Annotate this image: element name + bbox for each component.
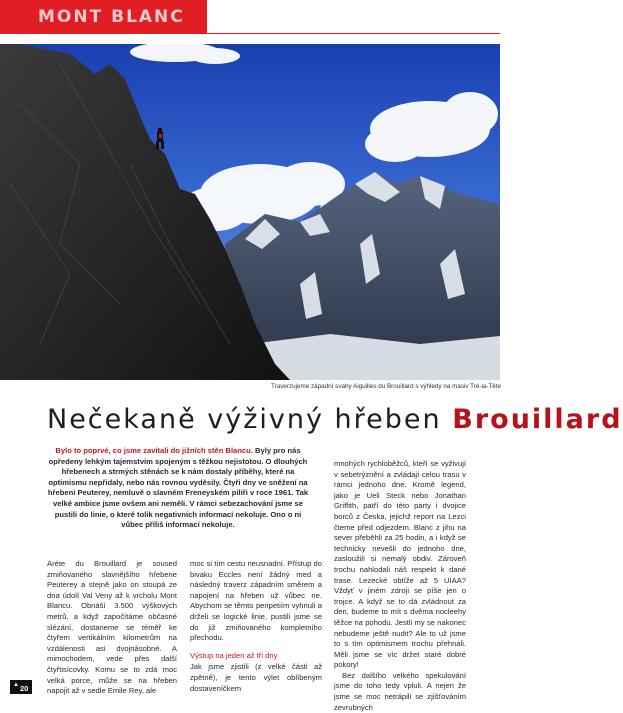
text-column-1 [47,559,177,697]
section-tab-label: MONT BLANC [38,7,185,27]
article-lead [47,446,309,531]
hero-photo [0,44,500,380]
text-column-2 [190,559,322,694]
page-number-badge [10,680,32,694]
headline-main: Nečekaně výživný hřeben [47,404,453,435]
page-number: 20 [20,684,29,693]
col2-paragraph-2: Jak jsme zjistili (z velké části až zpětně), je tento výlet oblíbeným dostaveníčkem [190,662,322,693]
hero-photo-illustration [0,44,500,380]
header-rule [207,33,500,34]
lead-text: Byly pro nás opředeny lehkým tajemstvím spojeným s těžkou nejistotou. O dlouhých hřebenech a strmých stěnách se k nám dostaly příběhy, které na optimismu nepřidaly, nebo nás rovnou vyděsily. Čtyři dny ve sněžení na hřebeni Peuterey, nemluvě o slavném Freneyském pilíři v roce 1961. Tak velké ambice jsme ovšem ani neměli. V rámci sebezachování jsme se pustili do linie, o které tolik negativních informací nekoluje. Ono o ni vůbec příliš informací nekoluje. [47,446,309,530]
photo-caption: Traverzujeme západní svahy Aiguilles du Brouillard s výhledy na masiv Trè-la-Tête [271,383,502,390]
section-subhead: Výstup na jeden až tři dny [190,650,278,660]
col2-paragraph-1: moc si tím cestu neusnadní. Přístup do bivaku Eccles není žádný med a následný traverz západním směrem a napojení na hřeben už vůbec ne. Abychom se těmto peripetiím vyhnuli a drželi se logické linie, pustili jsme se do již zmiňovaného kompletního přechodu. [190,559,322,643]
section-tab [0,0,207,34]
lead-highlight: Bylo to poprvé, co jsme zavítali do jižních stěn Blancu. [55,446,253,455]
col3-paragraph-1: mnohých rychloběžců, kteří se vyživují v sebetrýznění a zvládají celou trasu v rámci jednoho dne. Kromě legend, jako je Ueli Steck nebo Jonathan Griffith, patří do této party i dvojice borců z Česka, jejichž report na Lezci čteme před odjezdem. Blanc z jihu na sever přeběhli za 25 hodin, a i když se technicky nevešli do jednoho dne, zasloužili si nemalý obdiv. Zároveň trochu nahlodali náš respekt k dané trase. Lezecké obtíže až 5 UIAA? Vždyť v jiném zdroji se píše jen o trojce. A když se to dá zvládnout za den, budeme to mít s dvěma nocleehy těžce na pohodu. Jestli my se nakonec nebudeme ještě nudit? Ale to už jsme to s tím optimismem trochu přehnali. Měli jsme se víc držet staré dobré pokory! [334,459,466,670]
text-column-3 [334,459,466,713]
mountain-icon: ▲ [13,682,19,688]
col1-paragraph: Aréte du Brouillard je soused zmiňovaného slavnějšího hřebene Peuterey a stejně jako on stoupá ze dna údolí Val Veny až k vrcholu Mont Blancu. Obnáší 3.500 výškových metrů, a když započítáme občasné slézání, dostaneme se téměř ke čtyřem vertikálním kilometrům na vzdálenosti asi dvojnásobné. A mimochodem, vede přes další čtyřtisícovky. Komu se to zdá moc velká porce, může se na hřeben napojit až v sedle Emile Rey, ale [47,559,177,696]
article-headline [47,404,623,435]
headline-accent: Brouillard [452,404,623,435]
col3-paragraph-2: Bez dalšího velkého spekulování jsme do toho tedy vpluli. A nejen že jsme se moc netrápili se zjišťováním zevrubných [334,670,466,712]
